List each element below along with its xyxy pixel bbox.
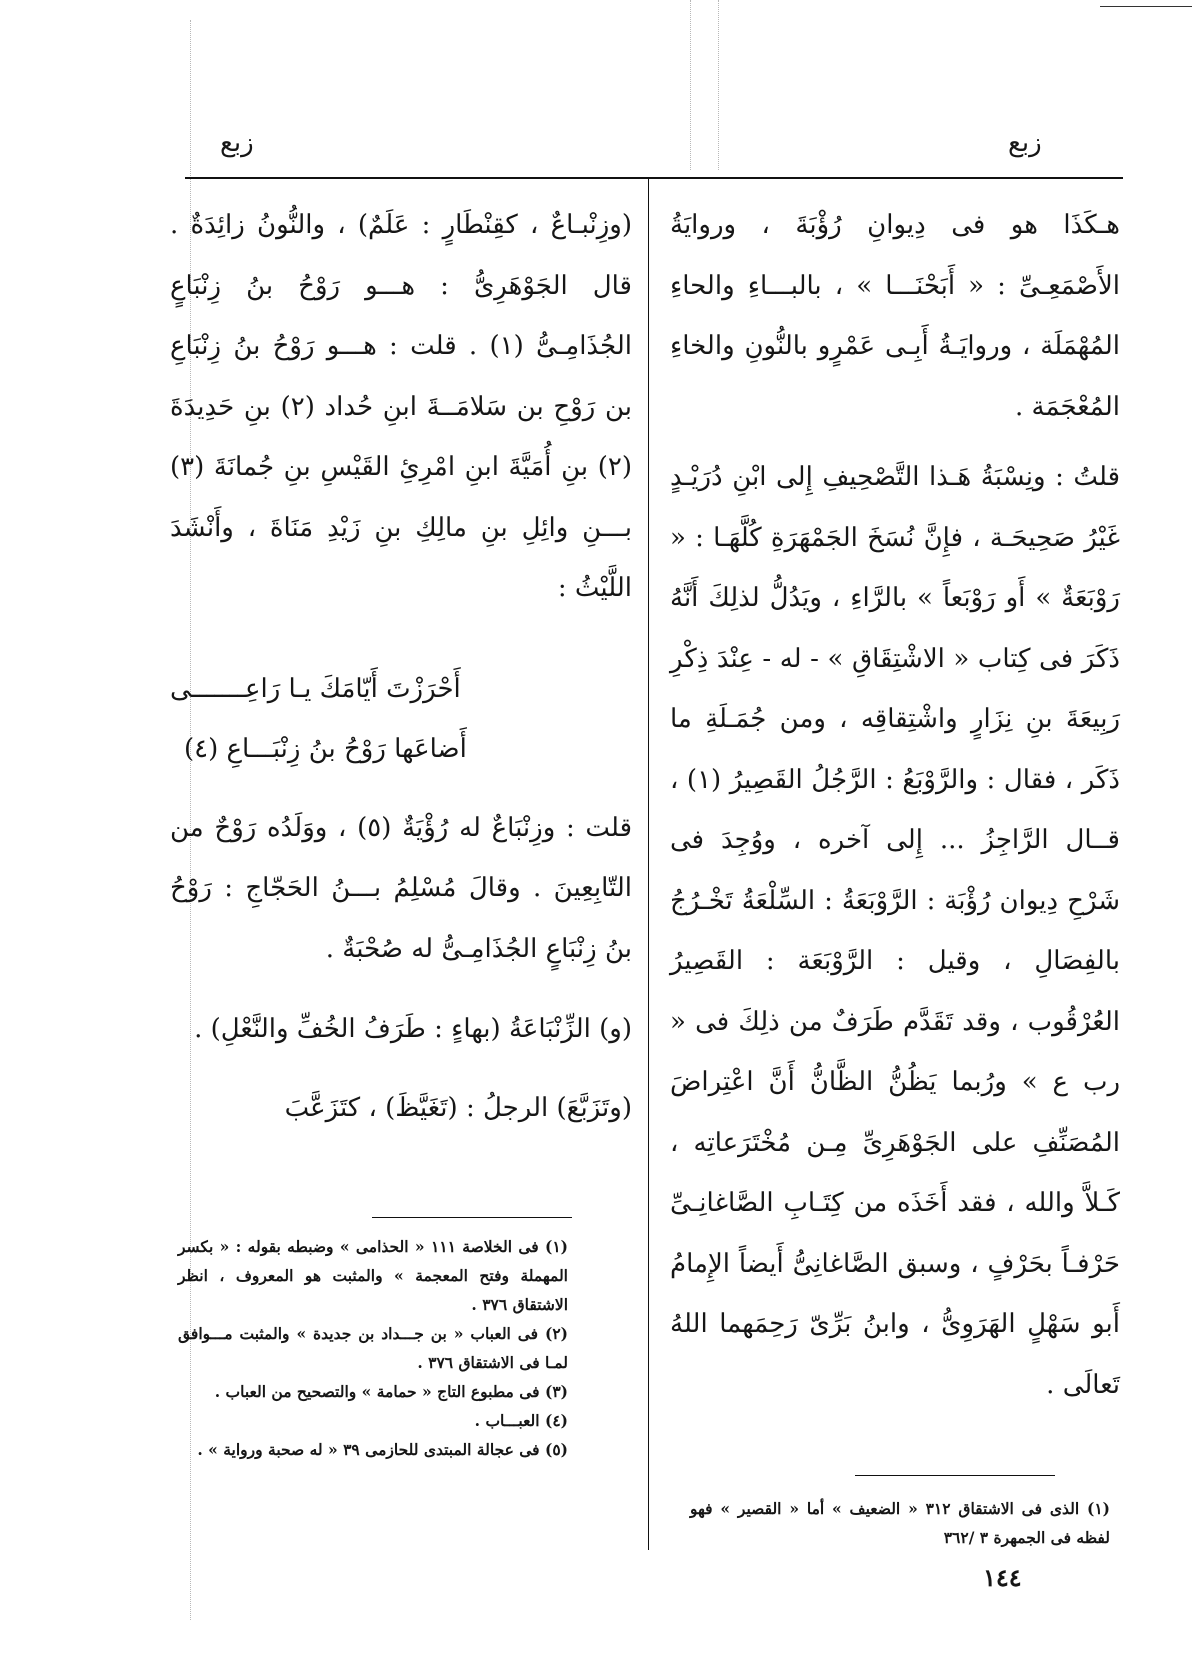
column-divider — [648, 177, 649, 1550]
left-paragraph-2: قلت : وزِنْبَاعٌ له رُؤْيَةٌ (٥) ، ووَلَدُه رَوْحٌ من التّابِعِينَ . وقالَ مُسْلِمُ بـــنُ الحَجّاجِ : رَوْحُ بنُ زِنْبَاعٍ الجُذَامِـىُّ له صُحْبَةٌ . — [170, 812, 632, 964]
left-paragraph-4: (وتَزَبَّعَ) الرجلُ : (تَغَيَّظَ) ، كتَزَعَّبَ — [284, 1092, 632, 1123]
running-header-left: زبع — [220, 128, 254, 158]
footnote: (٣) فى مطبوع التاج « حمامة » والتصحيح من العباب . — [214, 1382, 568, 1401]
footnote: (١) فى الخلاصة ١١١ « الحذامى » وضبطه بقوله : « بكسر المهملة وفتح المعجمة » والمثبت هو المعروف ، انظر الاشتقاق ٣٧٦ . — [178, 1237, 569, 1314]
verse-line-1: أَحْرَزْتَ أَيّامَكَ يـا رَاعِـــــــى — [170, 673, 461, 704]
scan-top-rule — [1100, 6, 1192, 7]
verse-line-2: أَضاعَها رَوْحُ بنُ زِنْبَـــاعِ (٤) — [184, 734, 467, 764]
footnote: (٢) فى العباب « بن جـــداد بن جديدة » والمثبت مـــوافق لمـا فى الاشتقاق ٣٧٦ . — [178, 1324, 568, 1372]
left-footnotes — [178, 1232, 568, 1464]
running-header-right: زبع — [1008, 128, 1042, 158]
scan-artifact-line — [718, 0, 719, 170]
left-paragraph-3: (و) الزِّنْبَاعَةُ (بهاءٍ : طَرَفُ الخُفِّ والنَّعْلِ) . — [194, 1014, 632, 1044]
right-footnotes — [690, 1494, 1110, 1552]
page-number: ١٤٤ — [983, 1563, 1022, 1592]
left-column — [170, 195, 632, 1138]
footnote: (١) الذى فى الاشتقاق ٣١٢ « الضعيف » أما « القصير » فهو لفظه فى الجمهرة ٣ /٣٦٢ — [690, 1499, 1110, 1547]
footnote: (٥) فى عجالة المبتدى للحازمى ٣٩ « له صحبة ورواية » . — [197, 1440, 568, 1459]
footnote: (٤) العبـــاب . — [474, 1411, 568, 1430]
header-rule — [185, 177, 1123, 179]
right-column — [670, 195, 1120, 1415]
left-paragraph-1: (وزِنْبـاعٌ ، كقِنْطَارٍ : عَلَمٌ) ، والنُّونُ زائِدَةٌ . قال الجَوْهَرِىُّ : هـــو رَوْحُ بنُ زِنْبَاعٍ الجُذَامِـىُّ (١) . قلت : هـــو رَوْحُ بنُ زِنْبَاعِ بن رَوْحِ بن سَلامَــةَ ابنِ حُداد (٢) بنِ حَدِيدَةَ (٢) بنِ أُمَيَّةَ ابنِ امْرِئِ القَيْسِ بنِ جُمانَةَ (٣) بـــنِ وائِلِ بنِ مالِكِ بنِ زَيْدِ مَنَاةَ ، وأَنْشَدَ اللَّيْثُ : — [170, 210, 632, 603]
right-footnote-rule — [855, 1475, 1055, 1476]
right-paragraph-1: هـكَذَا هو فى دِيوانِ رُؤْبَةَ ، وروايَةُ الأَصْمَعِـىِّ : « أَبَحْنَـــا » ، بالبـــاءِ والحاءِ المُهْمَلَة ، وروايَـةُ أَبِـى عَمْرٍو بالنُّونِ والخاءِ المُعْجَمَة . — [670, 210, 1120, 422]
right-paragraph-2: قلتُ : ونِسْبَةُ هَـذا التَّصْحِيفِ إِلى ابْنِ دُرَيْـدٍ غَيْرُ صَحِيحَـة ، فإِنَّ نُسَخَ الجَمْهَرَةِ كُلَّهَـا : « رَوْبَعَةٌ » أَو رَوْبَعاً » بالرَّاءِ ، ويَدُلُّ لذلِكَ أَنَّهُ ذَكَرَ فى كِتاب « الاشْتِقَاقِ » - له - عِنْدَ ذِكْرِ رَبِيعَةَ بنِ نِزَارٍ واشْتِقاقِه ، ومن جُمَـلَةِ ما ذَكَر ، فقال : والرَّوْبَعُ : الرَّجُلُ القَصِيرُ (١) ، قــال الرَّاجِزُ ... إِلى آخره ، ووُجِدَ فى شَرْحِ دِيوان رُؤْبَة : الرَّوْبَعَةُ : السِّلْعَةُ تَخْـرُجُ بالفِصَالِ ، وقيل : الرَّوْبَعَة : القَصِيرُ العُرْقُوب ، وقد تَقَدَّم طَرَفٌ من ذلِكَ فى « رب ع » ورُبما يَظُنُّ الظَّانُّ أَنَّ اعْتِراضَ المُصَنِّفِ على الجَوْهَرِىِّ مِـن مُخْتَرَعاتِه ، كَـلاَّ والله ، فقد أَخَذَه من كِتَـابِ الصَّاغانِـىِّ حَرْفـاً بحَرْفٍ ، وسبق الصَّاغانِىُّ أَيضاً الإِمامُ أَبو سَهْلٍ الهَرَوِىُّ ، وابنُ بَرِّىّ رَحِمَهما اللهُ تَعالَى . — [670, 462, 1120, 1400]
scan-artifact-line — [690, 0, 691, 170]
left-footnote-rule — [372, 1217, 572, 1218]
